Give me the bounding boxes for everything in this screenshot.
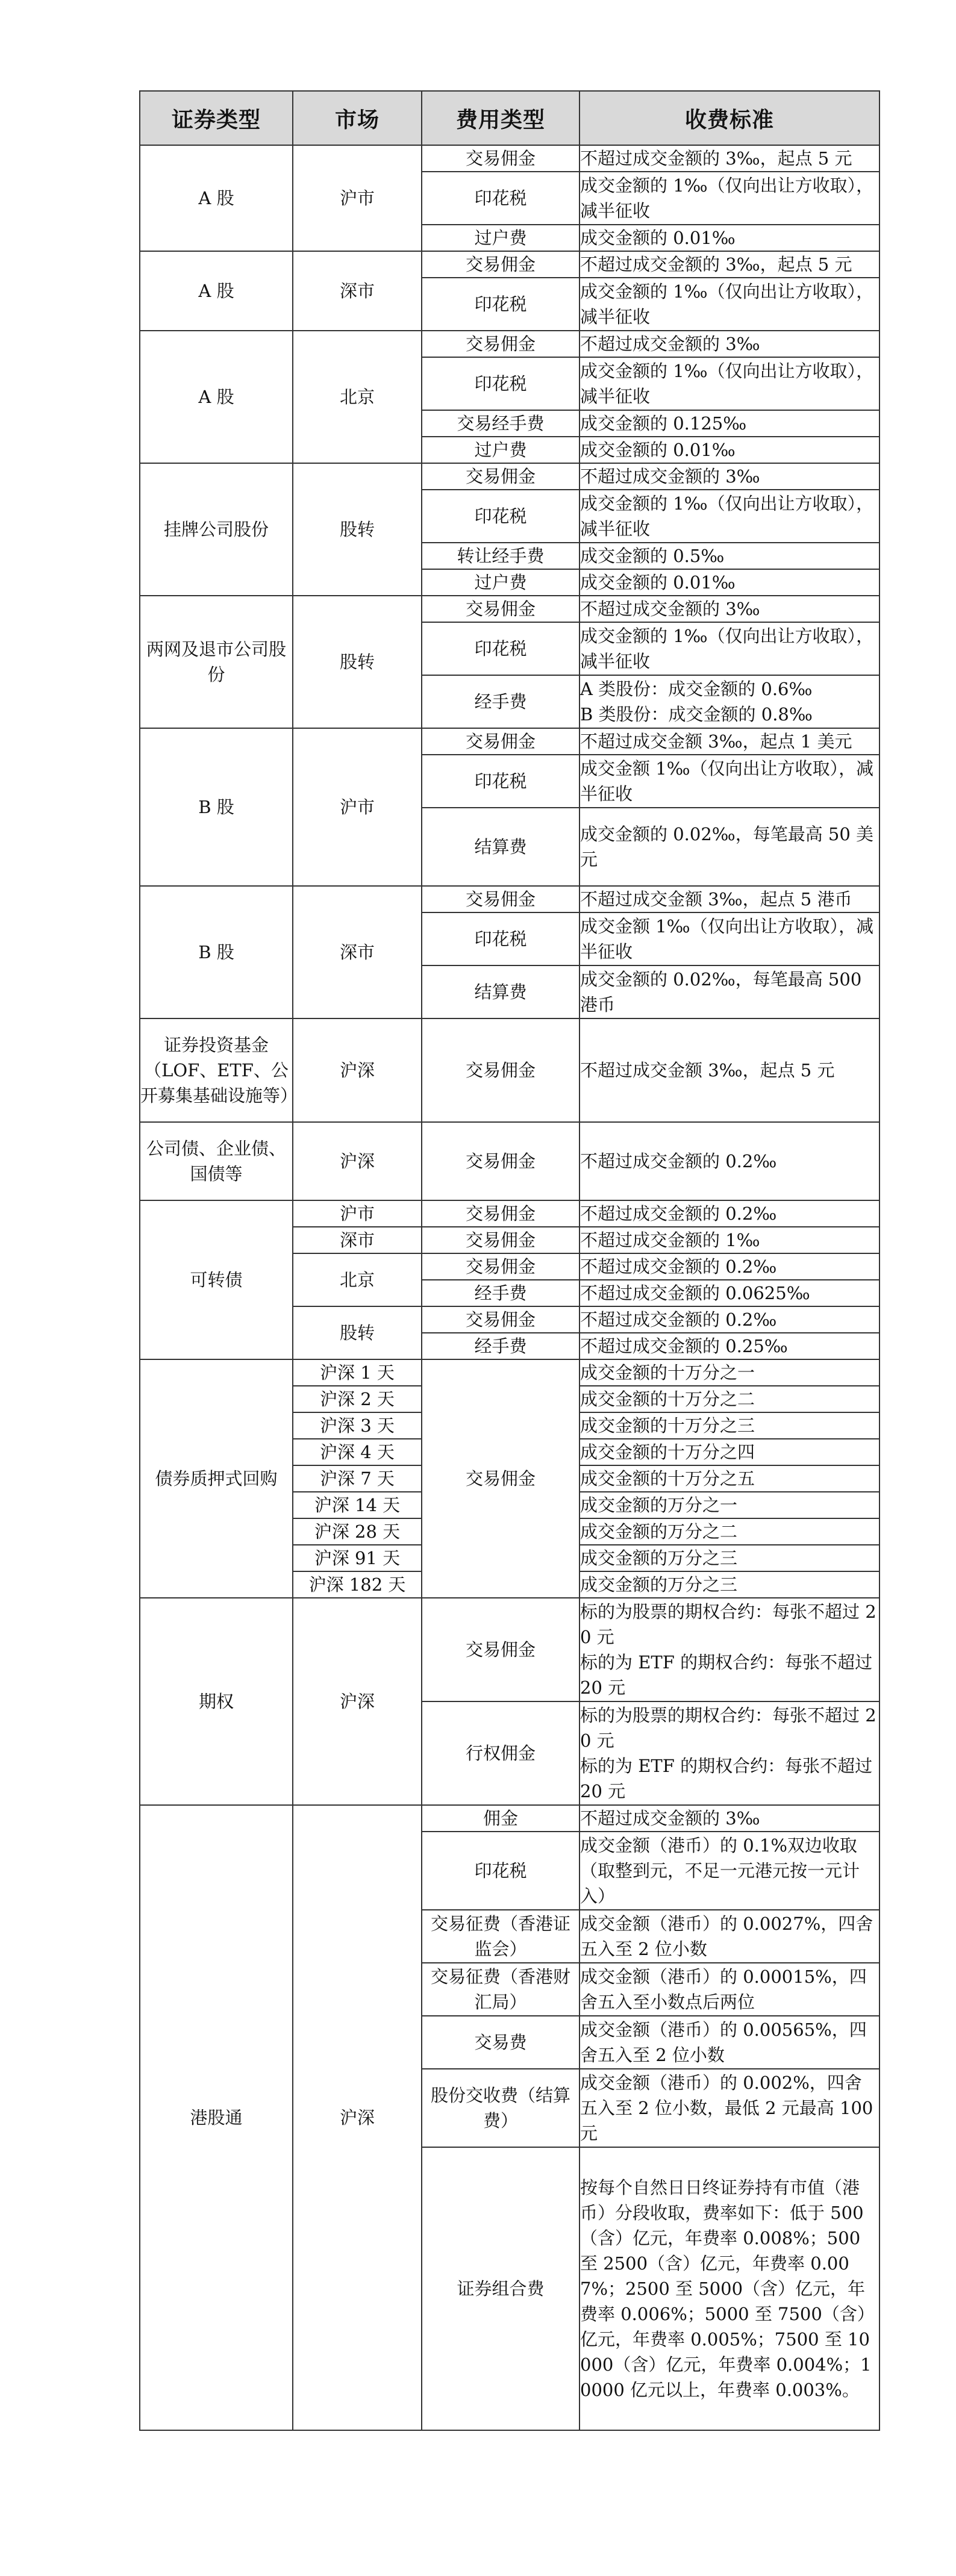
fee-standard-cell (580, 1598, 879, 1701)
fee-standard-cell: 按每个自然日日终证券持有市值（港币）分段收取，费率如下：低于 500（含）亿元，年费率 0.008%；500 至 2500（含）亿元，年费率 0.007%；2500 至 5000（含）亿元，年费率 0.006%；5000 至 7500（含）亿元，年费率 0.005%；7500 至 10000（含）亿元，年费率 0.004%；10000 亿元以上，年费率 0.003%。 (580, 2147, 879, 2430)
fee-standard-cell: 成交金额 1‰（仅向出让方收取），减半征收 (580, 912, 879, 965)
market-cell: 股转 (293, 596, 422, 728)
fee-type-cell: 印花税 (422, 357, 580, 410)
fee-type-cell: 交易佣金 (422, 463, 580, 490)
market-cell: 沪深 14 天 (293, 1492, 422, 1518)
market-cell: 沪市 (293, 145, 422, 251)
market-cell: 北京 (293, 331, 422, 463)
fee-type-cell: 经手费 (422, 1333, 580, 1359)
fee-type-cell: 交易征费（香港财汇局） (422, 1963, 580, 2016)
table-row (140, 886, 879, 912)
security-type-cell: A 股 (140, 251, 293, 331)
fee-type-cell: 印花税 (422, 622, 580, 675)
table-row (140, 1200, 879, 1227)
market-cell: 沪市 (293, 1200, 422, 1227)
header-fee-type: 费用类型 (422, 91, 580, 145)
fee-type-cell: 交易佣金 (422, 1306, 580, 1333)
security-type-cell: 期权 (140, 1598, 293, 1805)
table-row (140, 1359, 879, 1386)
fee-type-cell: 交易经手费 (422, 410, 580, 437)
fee-table (139, 90, 880, 2431)
fee-standard-cell: 成交金额（港币）的 0.00565%，四舍五入至 2 位小数 (580, 2016, 879, 2069)
security-type-cell: A 股 (140, 331, 293, 463)
table-row (140, 251, 879, 278)
fee-standard-cell: 成交金额的万分之二 (580, 1518, 879, 1545)
fee-standard-line: B 类股份：成交金额的 0.8‰ (580, 704, 813, 725)
market-cell: 沪深 7 天 (293, 1465, 422, 1492)
fee-standard-cell: 成交金额的十万分之三 (580, 1412, 879, 1439)
fee-standard-cell: 成交金额的十万分之一 (580, 1359, 879, 1386)
market-cell: 北京 (293, 1253, 422, 1306)
fee-standard-cell: 不超过成交金额的 0.25‰ (580, 1333, 879, 1359)
fee-standard-cell: 不超过成交金额的 1‰ (580, 1227, 879, 1253)
fee-standard-cell: 成交金额的 0.01‰ (580, 569, 879, 596)
fee-type-cell: 结算费 (422, 965, 580, 1018)
fee-type-cell: 交易征费（香港证监会） (422, 1910, 580, 1963)
fee-type-cell: 结算费 (422, 808, 580, 886)
security-type-cell: 可转债 (140, 1200, 293, 1359)
fee-standard-cell: 成交金额的 1‰（仅向出让方收取），减半征收 (580, 278, 879, 331)
security-type-cell: 港股通 (140, 1805, 293, 2430)
market-cell: 深市 (293, 1227, 422, 1253)
fee-type-cell: 交易佣金 (422, 251, 580, 278)
market-cell: 股转 (293, 1306, 422, 1359)
fee-standard-line: A 类股份：成交金额的 0.6‰ (580, 679, 813, 699)
market-cell: 深市 (293, 251, 422, 331)
security-type-cell: B 股 (140, 886, 293, 1018)
fee-type-cell: 交易佣金 (422, 145, 580, 172)
market-cell: 沪深 2 天 (293, 1386, 422, 1412)
fee-standard-cell: 不超过成交金额的 0.2‰ (580, 1122, 879, 1200)
header-security-type: 证券类型 (140, 91, 293, 145)
fee-standard-line: 标的为 ETF 的期权合约：每张不超过 20 元 (580, 1652, 873, 1698)
fee-type-cell: 印花税 (422, 755, 580, 808)
fee-standard-cell: 成交金额（港币）的 0.1%双边收取（取整到元，不足一元港元按一元计入） (580, 1832, 879, 1910)
fee-standard-cell: 不超过成交金额的 0.0625‰ (580, 1280, 879, 1306)
fee-type-cell: 转让经手费 (422, 543, 580, 569)
table-row (140, 1805, 879, 1832)
market-cell: 沪深 91 天 (293, 1545, 422, 1571)
market-cell: 股转 (293, 463, 422, 596)
fee-standard-cell: 不超过成交金额的 3‰ (580, 1805, 879, 1832)
header-row (140, 91, 879, 145)
fee-standard-cell: 成交金额的 1‰（仅向出让方收取），减半征收 (580, 357, 879, 410)
fee-type-cell: 股份交收费（结算费） (422, 2069, 580, 2147)
fee-standard-cell: 成交金额 1‰（仅向出让方收取），减半征收 (580, 755, 879, 808)
fee-type-cell: 交易佣金 (422, 1122, 580, 1200)
fee-type-cell: 印花税 (422, 490, 580, 543)
fee-type-cell: 交易佣金 (422, 1598, 580, 1701)
market-cell: 沪深 1 天 (293, 1359, 422, 1386)
fee-standard-cell: 成交金额的十万分之四 (580, 1439, 879, 1465)
fee-standard-line: 标的为股票的期权合约：每张不超过 20 元 (580, 1705, 876, 1751)
market-cell: 沪深 (293, 1805, 422, 2430)
fee-standard-cell: 成交金额（港币）的 0.0027%，四舍五入至 2 位小数 (580, 1910, 879, 1963)
fee-standard-cell: 成交金额的十万分之五 (580, 1465, 879, 1492)
fee-standard-cell: 不超过成交金额 3‰，起点 5 港币 (580, 886, 879, 912)
fee-type-cell: 佣金 (422, 1805, 580, 1832)
fee-standard-cell: 不超过成交金额 3‰，起点 1 美元 (580, 728, 879, 755)
fee-type-cell: 交易费 (422, 2016, 580, 2069)
fee-standard-cell: 成交金额的万分之三 (580, 1571, 879, 1598)
fee-type-cell: 交易佣金 (422, 1359, 580, 1598)
market-cell: 沪深 (293, 1018, 422, 1122)
fee-standard-cell: 成交金额的 1‰（仅向出让方收取），减半征收 (580, 172, 879, 225)
fee-type-cell: 交易佣金 (422, 596, 580, 622)
fee-type-cell: 证券组合费 (422, 2147, 580, 2430)
table-row (140, 728, 879, 755)
fee-standard-cell: 成交金额的十万分之二 (580, 1386, 879, 1412)
market-cell: 沪深 182 天 (293, 1571, 422, 1598)
market-cell: 沪深 28 天 (293, 1518, 422, 1545)
fee-standard-cell: 不超过成交金额的 3‰ (580, 596, 879, 622)
fee-standard-cell: 不超过成交金额的 3‰ (580, 331, 879, 357)
fee-standard-cell: 不超过成交金额的 0.2‰ (580, 1253, 879, 1280)
fee-type-cell: 交易佣金 (422, 728, 580, 755)
security-type-cell: 证券投资基金（LOF、ETF、公开募集基础设施等） (140, 1018, 293, 1122)
fee-standard-cell: 成交金额的万分之三 (580, 1545, 879, 1571)
table-row (140, 1122, 879, 1200)
fee-standard-cell: 成交金额的万分之一 (580, 1492, 879, 1518)
fee-type-cell: 印花税 (422, 1832, 580, 1910)
market-cell: 沪深 (293, 1598, 422, 1805)
security-type-cell: A 股 (140, 145, 293, 251)
table-row (140, 596, 879, 622)
market-cell: 沪市 (293, 728, 422, 886)
fee-standard-cell: 不超过成交金额的 0.2‰ (580, 1200, 879, 1227)
fee-type-cell: 交易佣金 (422, 1253, 580, 1280)
header-market: 市场 (293, 91, 422, 145)
fee-standard-cell: 成交金额（港币）的 0.00015%，四舍五入至小数点后两位 (580, 1963, 879, 2016)
fee-standard-cell: 成交金额的 0.125‰ (580, 410, 879, 437)
fee-standard-cell: 不超过成交金额的 3‰，起点 5 元 (580, 251, 879, 278)
fee-type-cell: 交易佣金 (422, 886, 580, 912)
fee-standard-cell: 成交金额的 0.01‰ (580, 437, 879, 463)
fee-type-cell: 过户费 (422, 437, 580, 463)
fee-standard-cell (580, 1701, 879, 1805)
fee-type-cell: 交易佣金 (422, 1227, 580, 1253)
fee-type-cell: 过户费 (422, 225, 580, 251)
table-row (140, 463, 879, 490)
fee-type-cell: 交易佣金 (422, 1018, 580, 1122)
fee-standard-cell: 成交金额的 1‰（仅向出让方收取），减半征收 (580, 622, 879, 675)
fee-standard-cell: 不超过成交金额的 3‰ (580, 463, 879, 490)
fee-standard-cell: 成交金额（港币）的 0.002%，四舍五入至 2 位小数，最低 2 元最高 100 元 (580, 2069, 879, 2147)
fee-type-cell: 交易佣金 (422, 331, 580, 357)
market-cell: 沪深 3 天 (293, 1412, 422, 1439)
fee-standard-cell: 成交金额的 0.02‰，每笔最高 50 美元 (580, 808, 879, 886)
fee-type-cell: 印花税 (422, 278, 580, 331)
fee-standard-cell: 不超过成交金额的 3‰，起点 5 元 (580, 145, 879, 172)
table-row (140, 331, 879, 357)
fee-standard-cell: 成交金额的 1‰（仅向出让方收取），减半征收 (580, 490, 879, 543)
security-type-cell: 债券质押式回购 (140, 1359, 293, 1598)
fee-type-cell: 印花税 (422, 912, 580, 965)
table-row (140, 1018, 879, 1122)
fee-standard-line: 标的为股票的期权合约：每张不超过 20 元 (580, 1601, 876, 1647)
fee-type-cell: 经手费 (422, 675, 580, 728)
security-type-cell: 两网及退市公司股份 (140, 596, 293, 728)
security-type-cell: B 股 (140, 728, 293, 886)
fee-standard-cell (580, 675, 879, 728)
fee-standard-line: 标的为 ETF 的期权合约：每张不超过 20 元 (580, 1756, 873, 1801)
fee-standard-cell: 不超过成交金额 3‰，起点 5 元 (580, 1018, 879, 1122)
header-fee-standard: 收费标准 (580, 91, 879, 145)
fee-type-cell: 行权佣金 (422, 1701, 580, 1805)
fee-type-cell: 交易佣金 (422, 1200, 580, 1227)
table-row (140, 145, 879, 172)
table-row (140, 1598, 879, 1701)
market-cell: 沪深 4 天 (293, 1439, 422, 1465)
fee-standard-cell: 成交金额的 0.01‰ (580, 225, 879, 251)
fee-standard-cell: 成交金额的 0.02‰，每笔最高 500 港币 (580, 965, 879, 1018)
fee-standard-cell: 不超过成交金额的 0.2‰ (580, 1306, 879, 1333)
fee-standard-cell: 成交金额的 0.5‰ (580, 543, 879, 569)
fee-type-cell: 印花税 (422, 172, 580, 225)
market-cell: 深市 (293, 886, 422, 1018)
fee-type-cell: 经手费 (422, 1280, 580, 1306)
security-type-cell: 公司债、企业债、国债等 (140, 1122, 293, 1200)
security-type-cell: 挂牌公司股份 (140, 463, 293, 596)
market-cell: 沪深 (293, 1122, 422, 1200)
fee-type-cell: 过户费 (422, 569, 580, 596)
